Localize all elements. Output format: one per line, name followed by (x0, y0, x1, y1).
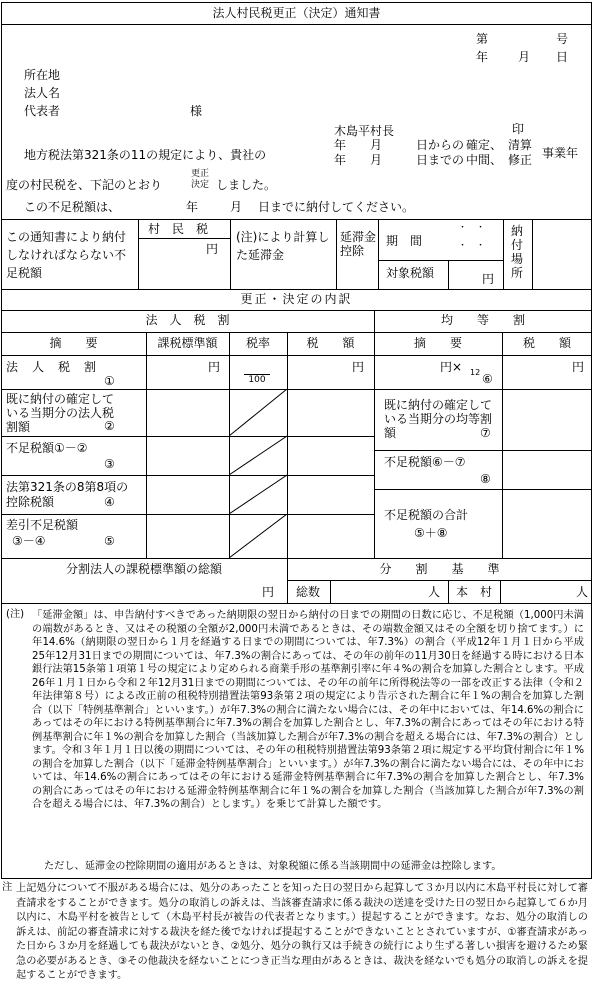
kinto-row-3-num: ⑧ (480, 472, 491, 486)
shusei-option: 修正 (508, 153, 533, 167)
corp-name-label: 法人名 (24, 86, 61, 100)
sonmin-en: 円 (206, 242, 219, 256)
payment-label: この通知書により納付しなければならない不足税額 (6, 230, 127, 280)
rate-blank-diagonal-last (229, 514, 287, 558)
kakutei-option: 確定、 (466, 138, 503, 152)
entai-kojo-label: 延滞金控除 (340, 230, 377, 258)
intro-text-1: 地方税法第321条の11の規定により、貴社の (24, 148, 267, 162)
bunkatsu-nin-2: 人 (576, 585, 589, 599)
hojin-row-2-label: 既に納付の確定している当期分の法人税割額 (6, 392, 115, 434)
bunkatsu-sosu: 総数 (296, 585, 321, 599)
bunkatsu-en: 円 (262, 585, 275, 599)
hojin-col-zeigaku: 税 額 (306, 336, 355, 350)
taisho-label: 対象税額 (386, 266, 435, 280)
month-label: 月 (518, 50, 531, 64)
footer-note-lead: 注 (2, 882, 13, 893)
deadline-text-a: この不足税額は、 (24, 200, 121, 214)
hojin-row-5-sub: ③－④ (12, 534, 46, 548)
taisho-en: 円 (482, 272, 495, 286)
sama-label: 様 (190, 104, 203, 118)
entai-label: (注)により計算した延滞金 (236, 230, 330, 262)
sonmin-header: 村 民 税 (148, 222, 209, 236)
kikan-label: 期 間 (386, 234, 423, 248)
day-label: 日 (556, 50, 569, 64)
chu-note-lead: (注) (6, 609, 25, 620)
rate-denominator: 100 (248, 375, 266, 385)
intro-text-3: しました。 (216, 178, 277, 192)
kinto-col-zeigaku: 税 額 (522, 336, 571, 350)
representative-label: 代表者 (24, 104, 61, 118)
hojin-row-3-label: 不足税額①－② (6, 441, 88, 455)
kinto-row-3-label: 不足税額⑥－⑦ (384, 455, 466, 469)
period-from-ym: 年 月 (334, 138, 383, 152)
hojin-row-5-label: 差引不足税額 (6, 518, 79, 532)
kinto-row-2-num: ⑦ (480, 426, 491, 440)
kosei-option: 更正 (191, 169, 210, 179)
rate-blank-diagonals (229, 389, 287, 514)
period-to-text: 日までの (416, 153, 465, 167)
kikan-dots-1: ・ ・ (458, 223, 486, 233)
hojin-row-5-num: ⑤ (104, 534, 115, 548)
bunkatsu-honson: 本 村 (456, 585, 493, 599)
section-title: 更正・決定の内訳 (240, 292, 353, 306)
kinto-row-1-frac: 12 (470, 368, 481, 377)
period-to-ym: 年 月 (334, 153, 383, 167)
jigyonen-text: 事業年 (542, 146, 579, 160)
kinto-row-1-label: 円× (440, 360, 463, 374)
year-label: 年 (476, 50, 489, 64)
hojin-row-1-label: 法 人 税 割 (6, 360, 98, 374)
hojin-row-3-num: ③ (104, 457, 115, 471)
intro-text-2: 度の村民税を、下記のとおり (6, 178, 163, 192)
bunkatsu-label: 分割法人の課税標準額の総額 (65, 562, 222, 576)
hojin-col-kijun: 課税標準額 (157, 336, 218, 350)
hojin-row-4-num: ④ (104, 495, 115, 509)
kinto-row-2-label: 既に納付の確定している当期分の均等割額 (384, 398, 493, 440)
seisan-option: 清算 (508, 138, 533, 152)
kinto-row-4-label: 不足税額の合計 (384, 508, 469, 522)
deadline-month: 月 (230, 200, 243, 214)
hojin-row-1-num: ① (104, 374, 115, 388)
kinto-row-1-en: 円 (572, 360, 585, 374)
location-label: 所在地 (24, 68, 61, 82)
kinto-row-1-num: ⑥ (482, 372, 493, 386)
kikan-dots-2: ・ ・ (458, 241, 486, 251)
kinto-col-tekiyo: 摘 要 (413, 336, 462, 350)
chu-note-body: 「延滞金額」は、申告納付すべきであった納期限の翌日から納付の日までの期間の日数に応じ、不足税額（1,000円未満の端数があるとき、又はその税額の全額が2,000円未満であるときは、その端数金額又はその全額を切り捨てます。）に年14.6%（納期限の翌日から１月を経過する日までの期間については、年7.3%）の割合（平成12年１月１日から平成25年12月31日までの期間については、年7.3%の割合にあっては、その年の前年の11月30日を経過する時における日本銀行法第15条第１項第１号の規定により定められる商業手形の基準割引率に年４%の割合を加算した割合とします。平成26年１月１日から令和２年12月31日までの期間については、その年の前年に所得税法等の一部を改正する法律（令和２年法律第８号）による改正前の租税特別措置法第93条第２項の規定により告示された割合に年１%の割合を加算した割合（以下「特例基準割合」といいます。）が年7.3%の割合に満たない場合には、その年中においては、年14.6%の割合にあってはその年における特例基準割合に年7.3%の割合を加算した割合とし、年7.3%の割合にあってはその年における特例基準割合に年１%の割合を加算した割合（当該加算した割合が年7.3%の割合を超える場合には、年7.3%の割合）とします。令和３年１月１日以後の期間については、その年の租税特別措置法第93条第２項に規定する平均貸付割合に年１%の割合を加算した割合（以下「延滞金特例基準割合」といいます。）が年7.3%の割合に満たない場合には、その年中においては、年14.6%の割合にあってはその年における延滞金特例基準割合に年7.3%の割合を加算した割合とし、年7.3%の割合にあってはその年における延滞金特例基準割合に年１%の割合を加算した割合（当該加算した割合が年7.3%の割合を超える場合には、年7.3%の割合）とします。）を乗じて計算した額です。 (32, 610, 584, 810)
chu-note-tail: ただし、延滞金の控除期間の適用があるときは、対象税額に係る当該期間中の延滞金は控除します。 (44, 861, 502, 872)
bunkatsu-nin-1: 人 (428, 585, 441, 599)
nofu-label: 納付場所 (511, 224, 524, 280)
hojin-row-4-label: 法第321条の8第8項の控除税額 (6, 480, 129, 509)
seal-mark: 印 (512, 122, 525, 136)
kinto-heading: 均 等 割 (440, 313, 525, 327)
issuer-name: 木島平村長 (334, 124, 395, 138)
hojin-col-tekiyo: 摘 要 (49, 336, 98, 350)
hojin-heading: 法 人 税 割 (145, 313, 230, 327)
go-label: 号 (556, 32, 569, 46)
hojin-row-1-en-zei: 円 (352, 360, 365, 374)
number-label: 第 (476, 32, 489, 46)
footer-note-body: 上記処分について不服がある場合には、処分のあったことを知った日の翌日から起算して３か月以内に木島平村長に対して審査請求をすることができます。処分の取消しの訴えは、当該審査請求に係る裁決の送達を受けた日の翌日から起算して６か月以内に、木島平村を被告として（木島平村長が被告の代表者となります。）提起することができます。なお、処分の取消しの訴えは、前記の審査請求に対する裁決を経た後でなければ提起することができないこととされていますが、①審査請求があった日から３か月を経過しても裁決がないとき、②処分、処分の執行又は手続きの続行により生ずる著しい損害を避けるため緊急の必要があるとき、③その他裁決を経ないことにつき正当な理由があるときは、裁決を経ないでも処分の取消しの訴えを提起することができます。 (16, 883, 588, 981)
chukan-option: 中間、 (466, 153, 503, 167)
kinto-row-4-sub: ⑤＋⑧ (414, 526, 448, 540)
hojin-row-1-en-kijun: 円 (208, 360, 221, 374)
hojin-row-2-num: ② (104, 419, 115, 433)
hojin-col-rate: 税率 (245, 336, 270, 350)
deadline-text-b: 日までに納付してください。 (258, 200, 415, 214)
form-title: 法人村民税更正（決定）通知書 (212, 6, 381, 20)
kettei-option: 決定 (191, 180, 210, 190)
period-from-text: 日からの (416, 138, 465, 152)
bunkatsu-kijun: 分 割 基 準 (379, 562, 500, 576)
deadline-year: 年 (186, 200, 199, 214)
